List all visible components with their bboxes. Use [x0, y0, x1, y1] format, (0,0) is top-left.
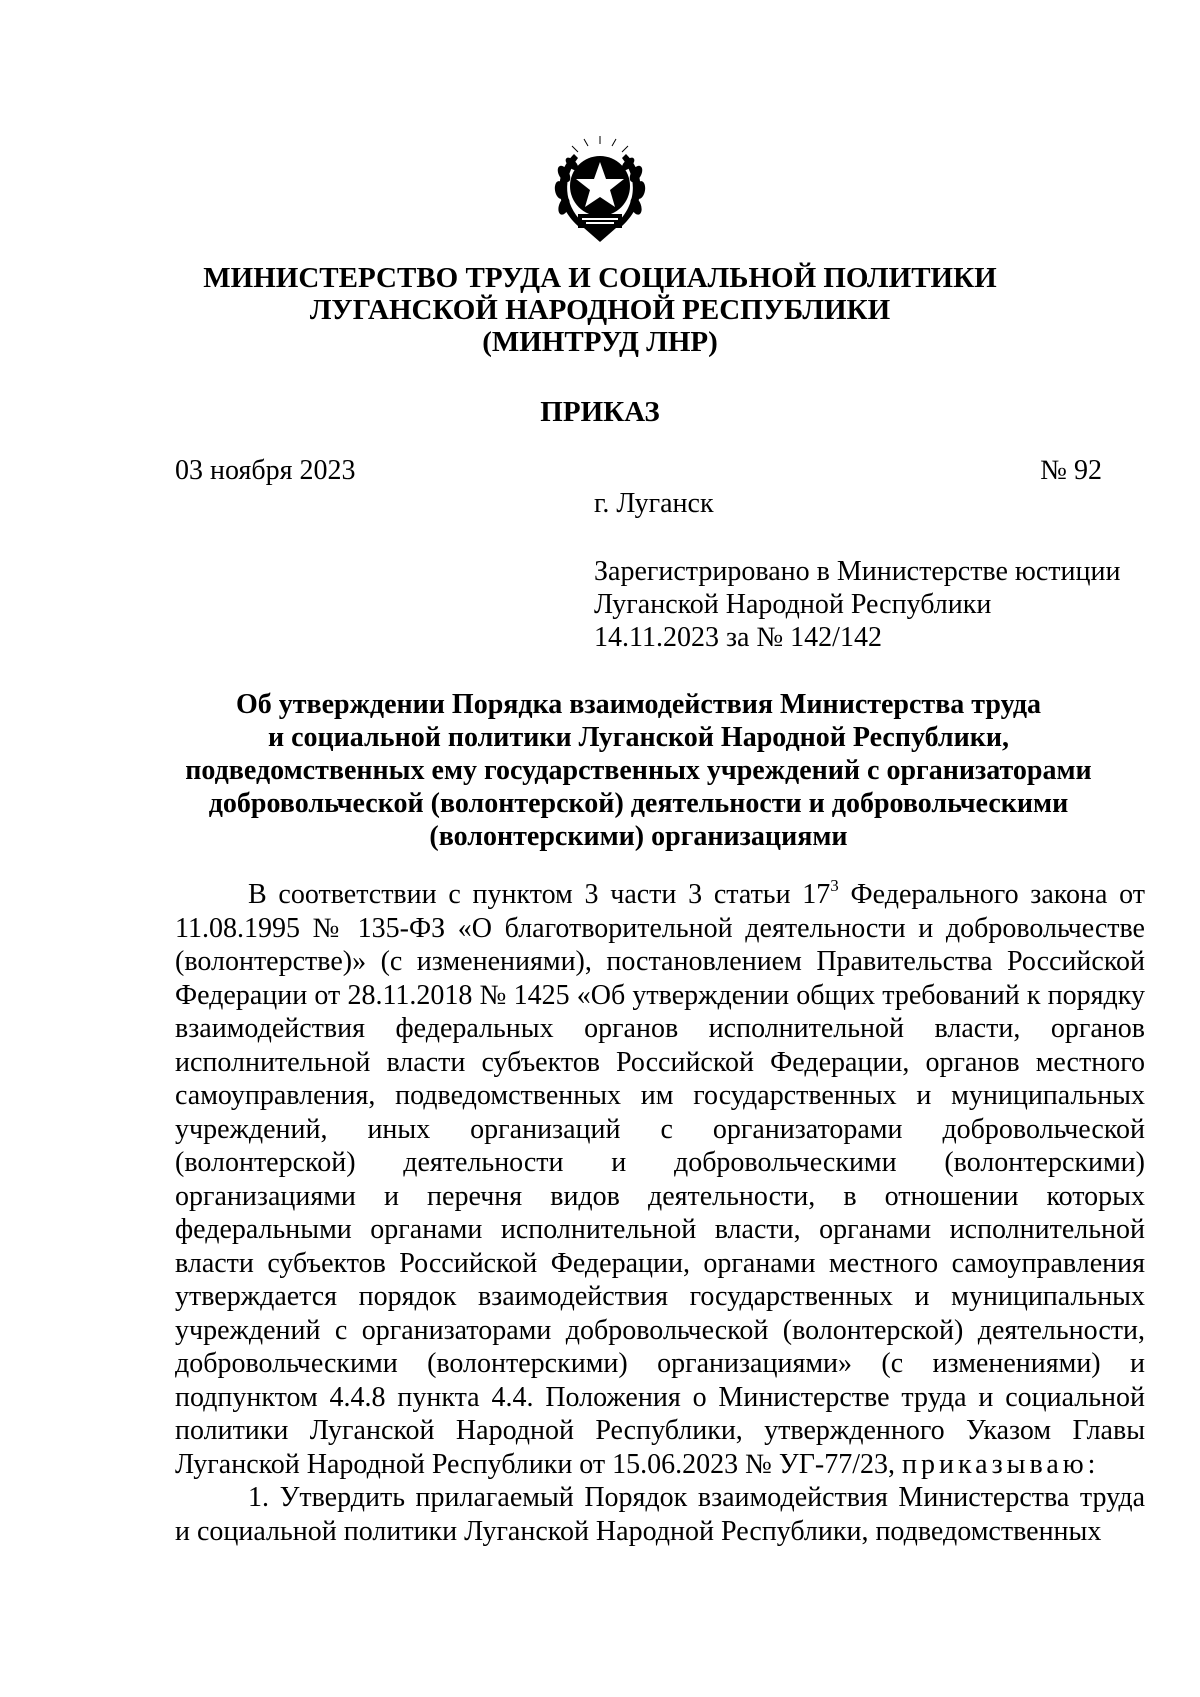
registration-note	[594, 555, 1154, 654]
clause-1-paragraph: 1. Утвердить прилагаемый Порядок взаимодействия Министерства труда и социальной политики Луганской Народной Республики, подведомственных	[175, 1482, 1145, 1547]
document-type-title: ПРИКАЗ	[540, 396, 660, 428]
subject-line-2: и социальной политики Луганской Народной Республики,	[267, 722, 1010, 753]
preamble-paragraph	[175, 878, 1145, 1481]
registration-line-3: 14.11.2023 за № 142/142	[594, 622, 882, 653]
subject-line-1: Об утверждении Порядка взаимодействия Министерства труда	[235, 689, 1042, 720]
subject-line-3: подведомственных ему государственных учреждений с организаторами	[185, 755, 1092, 786]
order-subject	[175, 688, 1102, 853]
preamble-start: В соответствии с пунктом 3 части 3 статьи 17	[248, 879, 831, 910]
preamble-rest: Федерального закона от 11.08.1995 № 135-ФЗ «О благотворительной деятельности и добровольчестве (волонтерстве)» (с изменениями), постановлением Правительства Российской Федерации от 28.11.2018 № 1425 «Об утверждении общих требований к порядку взаимодействия федеральных органов исполнительной власти, органов исполнительной власти субъектов Российской Федерации, органов местного самоуправления, подведомственных им государственных и муниципальных учреждений, иных организаций с организаторами добровольческой (волонтерской) деятельности и добровольческими (волонтерскими) организациями и перечня видов деятельности, в отношении которых федеральными органами исполнительной власти, органами исполнительной власти субъектов Российской Федерации, органами местного самоуправления утверждается порядок взаимодействия государственных и муниципальных учреждений с организаторами добровольческой (волонтерской) деятельности, добровольческими (волонтерскими) организациями» (с изменениями) и подпунктом 4.4.8 пункта 4.4. Положения о Министерстве труда и социальной политики Луганской Народной Республики, утвержденного Указом Главы Луганской Народной Республики от 15.06.2023 № УГ-77/23,	[175, 879, 1145, 1480]
ministry-line-3: (МИНТРУД ЛНР)	[482, 326, 718, 358]
subject-line-4: добровольческой (волонтерской) деятельности и добровольческими	[208, 788, 1069, 819]
order-city: г. Луганск	[594, 488, 714, 519]
subject-line-5: (волонтерскими) организациями	[429, 821, 848, 852]
article-superscript: 3	[830, 876, 839, 895]
order-date: 03 ноября 2023	[175, 455, 356, 486]
order-verb: приказываю:	[902, 1448, 1100, 1480]
order-body	[175, 878, 1145, 1548]
ministry-line-1: МИНИСТЕРСТВО ТРУДА И СОЦИАЛЬНОЙ ПОЛИТИКИ	[203, 262, 997, 294]
ministry-name	[0, 262, 1200, 358]
ministry-line-2: ЛУГАНСКОЙ НАРОДНОЙ РЕСПУБЛИКИ	[309, 294, 891, 326]
order-number: № 92	[1040, 455, 1102, 486]
registration-line-2: Луганской Народной Республики	[594, 589, 992, 620]
registration-line-1: Зарегистрировано в Министерстве юстиции	[594, 556, 1121, 587]
lpr-coat-of-arms-icon	[544, 134, 656, 246]
